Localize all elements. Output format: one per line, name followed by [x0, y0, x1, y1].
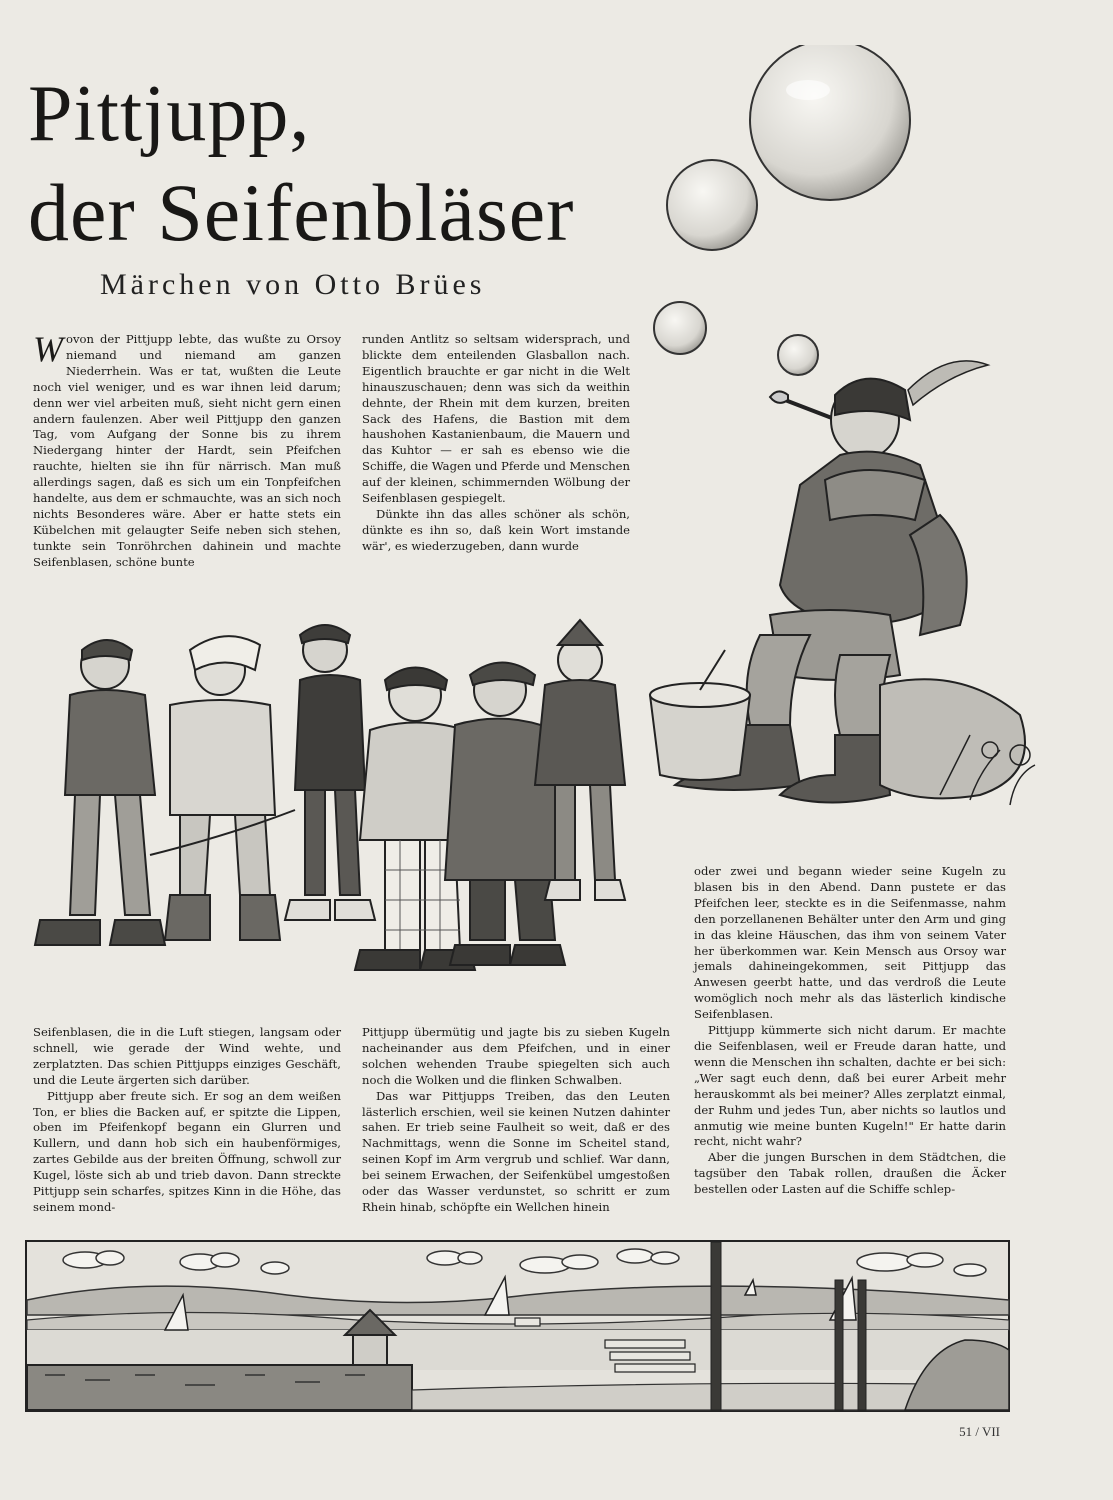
title-line-1: Pittjupp, — [28, 70, 311, 158]
subtitle-author: Märchen von Otto Brües — [100, 268, 486, 301]
paragraph: Pittjupp aber freute sich. Er sog an dem weißen Ton, er blies die Backen auf, er spitzte die Lippen, oben im Pfeifenkopf begann ein Glurren und Kullern, und dann hob sich ein haubenförmiges, zartes Gebilde aus der breiten Öffnung, schwoll zur Kugel, löste sich ab und trieb davon. Dann streckte Pittjupp sein scharfes, spitzes Kinn in die Höhe, das seinem mond- — [33, 1088, 341, 1214]
paragraph: Aber die jungen Burschen in dem Städtchen, die tagsüber den Tabak rollen, draußen die Äcker bestellen oder Lasten auf die Schiffe schlep- — [694, 1150, 1006, 1197]
paragraph: Pittjupp kümmerte sich nicht darum. Er machte die Seifenblasen, weil er Freude daran hatte, und wenn die Menschen ihn schalten, dachte er bei sich: „Wer sagt euch denn, daß bei eurer Arbeit mehr herauskommt als bei meiner? Alles zerplatzt einmal, der Ruhm und jedes Tun, aber nichts so lautlos und anmutig wie meine bunten Kugeln!" Er hatte darin recht, nicht wahr? — [694, 1023, 1006, 1149]
rhine-landscape-illustration — [25, 1240, 1010, 1412]
bubble-large — [750, 45, 910, 200]
bubble-medium — [667, 160, 757, 250]
townspeople-group-illustration — [30, 610, 645, 980]
upper-text-column-1 — [33, 329, 341, 571]
page-number: 51 / VII — [959, 1424, 1000, 1439]
figure-1 — [35, 640, 165, 945]
paragraph: Seifenblasen, die in die Luft stiegen, langsam oder schnell, wie gerade der Wind wehte, und zerplatzten. Das schien Pittjupps einziges Geschäft, und die Leute ärgerten sich darüber. — [33, 1025, 341, 1087]
right-text-column — [694, 864, 1006, 1198]
upper-text-column-2 — [362, 332, 630, 555]
bubble-small — [654, 302, 706, 354]
lower-text-column-1 — [33, 1025, 341, 1216]
pittjupp-figure-illustration — [640, 355, 1070, 855]
drop-cap: W — [33, 329, 63, 369]
paragraph: Pittjupp übermütig und jagte bis zu sieben Kugeln nacheinander aus dem Pfeifchen, und in einer solchen wehenden Traube spiegelten sich auch noch die Wolken und die flinken Schwalben. — [362, 1025, 670, 1087]
paragraph: Dünkte ihn das alles schöner als schön, dünkte es ihn so, daß kein Wort imstande wär', es wiederzugeben, dann wurde — [362, 506, 630, 553]
paragraph: Das war Pittjupps Treiben, das den Leuten lästerlich erschien, weil sie keinen Nutzen dahinter sahen. Er trieb seine Faulheit so weit, daß er des Nachmittags, wenn die Sonne im Scheitel stand, seinen Kopf im Arm vergrub und schlief. War dann, bei seinem Erwachen, der Seifenkübel umgestoßen oder das Wasser verdunstet, so schritt er zum Rhein hinab, schöpfte ein Wellchen hinein — [362, 1088, 670, 1214]
title-line-2: der Seifenbläser — [28, 167, 575, 258]
paragraph: ovon der Pittjupp lebte, das wußte zu Orsoy niemand und niemand am ganzen Niederrhein. Was er tat, wußten die Leute noch viel weniger, und es war ihnen leid darum; denn wer viel arbeiten muß, sieht nicht gern einen andern faulenzen. Aber weil Pittjupp den ganzen Tag, vom Aufgang der Sonne bis zu ihrem Niedergang hinter der Hardt, sein Pfeifchen rauchte, hielten sie ihn für närrisch. Man muß allerdings sagen, daß es sich um ein Tonpfeifchen handelte, aus dem er schmauchte, was an sich noch nichts Besonderes wäre. Aber er hatte stets ein Kübelchen mit gelaugter Seife neben sich stehen, tunkte sein Tonröhrchen dahinein und machte Seifenblasen, schöne bunte — [33, 332, 341, 569]
paragraph: runden Antlitz so seltsam widersprach, und blickte dem enteilenden Glasballon nach. Eigentlich brauchte er gar nicht in die Welt hinauszuschauen; denn was sich da weithin dehnte, der Rhein mit dem kurzen, breiten Sack des Hafens, die Bastion mit dem haushohen Kastanienbaum, die Mauern und das Kuhtor — er sah es ebenso wie die Schiffe, die Wagen und Pferde und Menschen auf der kleinen, schimmernden Wölbung der Seifenblasen gespiegelt. — [362, 332, 630, 506]
paragraph: oder zwei und begann wieder seine Kugeln zu blasen bis in den Abend. Dann pustete er das Pfeifchen leer, steckte es in die Seifenmasse, nahm den porzellanenen Behälter unter den Arm und ging in das kleine Häuschen, das ihm von seinem Vater her überkommen war. Kein Mensch aus Orsoy war jemals dahineingekommen, seit Pittjupp das Anwesen geerbt hatte, und das verdroß die Leute womöglich noch mehr als das lästerlich kindische Seifenblasen. — [694, 864, 1006, 1022]
lower-text-column-2 — [362, 1025, 670, 1216]
figure-2 — [150, 636, 295, 940]
figure-3 — [285, 625, 375, 920]
